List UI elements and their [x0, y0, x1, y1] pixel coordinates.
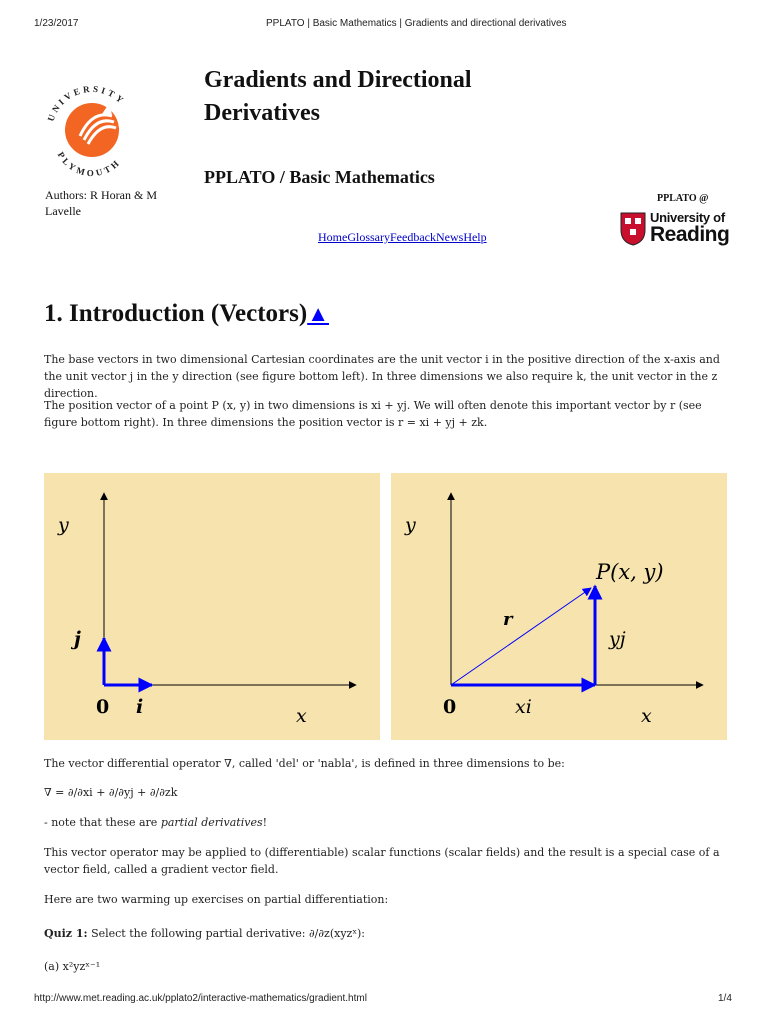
svg-text:UNIVERSITY: UNIVERSITY	[45, 83, 128, 123]
x-axis-label: x	[296, 705, 307, 727]
quiz-1-text: Select the following partial derivative: ∂/∂z(xyzˣ):	[91, 927, 366, 940]
nav-link-feedback[interactable]: Feedback	[390, 230, 436, 244]
origin-label: 0	[443, 696, 457, 718]
nav-link-news[interactable]: News	[435, 230, 464, 244]
y-axis-label: y	[58, 514, 69, 536]
y-axis-label: y	[405, 514, 416, 536]
figure-base-vectors	[44, 473, 380, 740]
university-of-plymouth-logo	[40, 72, 142, 182]
print-page-number: 1/4	[718, 993, 732, 1004]
svg-text:PLYMOUTH: PLYMOUTH	[55, 150, 123, 179]
reading-logo-line1: University of	[650, 210, 725, 225]
point-label: P(x, y)	[596, 560, 664, 584]
print-date: 1/23/2017	[34, 18, 79, 29]
vector-r	[451, 588, 591, 685]
paragraph-exercises-intro: Here are two warming up exercises on partial differentiation:	[44, 893, 389, 906]
section-heading-text: 1. Introduction (Vectors)	[44, 300, 308, 327]
nav-link-help[interactable]: Help	[463, 230, 487, 244]
nav-link-glossary[interactable]: Glossary	[347, 230, 390, 244]
paragraph-position-vector: The position vector of a point P (x, y) in two dimensions is xi + yj. We will often denote this important vector by r (see figure bottom right). In three dimensions the position vector is r = xi + yj + zk.	[44, 399, 702, 429]
pplato-at-label: PPLATO @	[657, 193, 709, 204]
top-nav	[318, 230, 487, 245]
note-emphasis: partial derivatives	[160, 816, 263, 829]
paragraph-gradient-field: This vector operator may be applied to (differentiable) scalar functions (scalar fields) and the result is a special case of a vector field, called a gradient vector field.	[44, 846, 720, 876]
note-prefix: - note that these are	[44, 816, 161, 829]
page-title: Gradients and Directional Derivatives	[204, 67, 472, 126]
paragraph-del-operator: The vector differential operator ∇, called 'del' or 'nabla', is defined in three dimensions to be:	[44, 757, 565, 770]
i-label: i	[136, 696, 144, 718]
note-suffix: !	[262, 816, 268, 829]
reading-crest-icon	[620, 212, 646, 246]
j-label: j	[74, 628, 81, 650]
print-url: http://www.met.reading.ac.uk/pplato2/interactive-mathematics/gradient.html	[34, 993, 367, 1004]
x-axis-label: x	[641, 705, 652, 727]
paragraph-base-vectors: The base vectors in two dimensional Cartesian coordinates are the unit vector i in the positive direction of the x-axis and the unit vector j in the y direction (see figure bottom left). In three dimensions we also require k, the unit vector in the z direction.	[44, 353, 720, 400]
figure-position-vector	[391, 473, 727, 740]
authors: Authors: R Horan & M Lavelle	[45, 188, 157, 218]
university-of-reading-logo[interactable]	[620, 210, 730, 250]
back-to-top-arrow-icon[interactable]: ▲	[307, 301, 329, 326]
quiz-1	[44, 925, 724, 942]
yj-label: yj	[609, 628, 626, 650]
section-heading	[44, 300, 329, 328]
plymouth-seal-icon	[40, 72, 142, 182]
nav-link-home[interactable]: Home	[318, 230, 348, 244]
nabla-definition: ∇ = ∂/∂xi + ∂/∂yj + ∂/∂zk	[44, 786, 178, 799]
print-page-title: PPLATO | Basic Mathematics | Gradients and directional derivatives	[266, 18, 567, 29]
reading-logo-line2: Reading	[650, 223, 730, 246]
quiz-1-answer-a[interactable]: (a) x²yzˣ⁻¹	[44, 960, 101, 973]
page-subtitle: PPLATO / Basic Mathematics	[204, 167, 435, 187]
origin-label: 0	[96, 696, 110, 718]
r-label: r	[503, 609, 513, 630]
paragraph-partial-note	[44, 814, 724, 831]
quiz-1-label: Quiz 1:	[44, 927, 88, 940]
xi-label: xi	[515, 696, 532, 718]
